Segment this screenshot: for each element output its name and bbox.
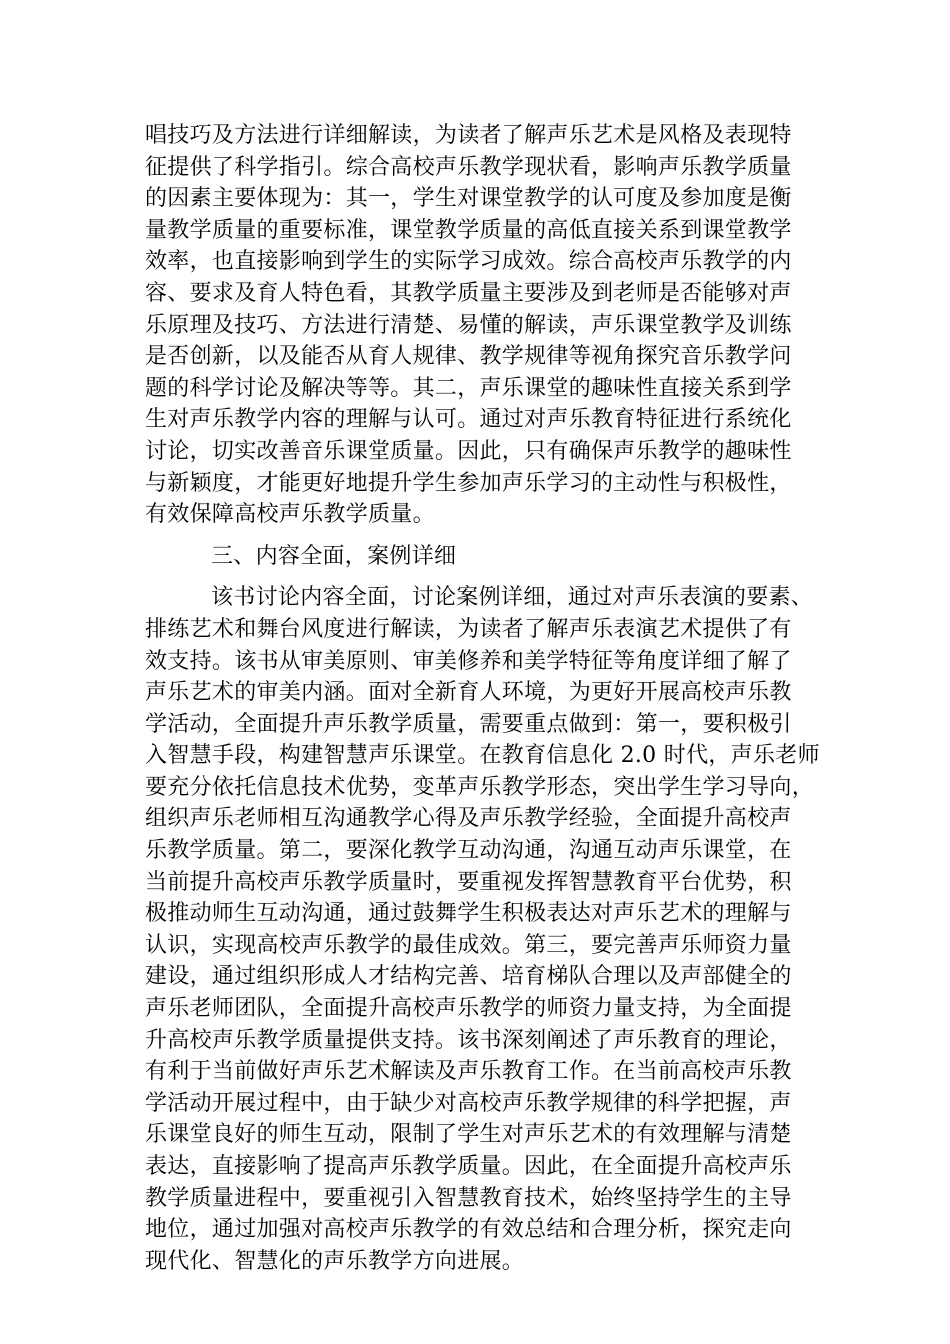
- text-line: 地位，通过加强对高校声乐教学的有效总结和合理分析，探究走向: [145, 1217, 792, 1243]
- document-body: [145, 120, 825, 1277]
- text-line: 当前提升高校声乐教学质量时，要重视发挥智慧教育平台优势，积: [145, 869, 792, 895]
- section-heading-text: 三、内容全面，案例详细: [211, 543, 457, 569]
- text-line: 题的科学讨论及解决等等。其二，声乐课堂的趣味性直接关系到学: [145, 375, 792, 401]
- text-line: 入智慧手段，构建智慧声乐课堂。在教育信息化 2.0 时代，声乐老师: [145, 743, 820, 769]
- text-line: 组织声乐老师相互沟通教学心得及声乐教学经验，全面提升高校声: [145, 806, 792, 832]
- paragraph-spacer: [145, 531, 825, 541]
- text-line: 教学质量进程中，要重视引入智慧教育技术，始终坚持学生的主导: [145, 1185, 792, 1211]
- text-line: 乐教学质量。第二，要深化教学互动沟通，沟通互动声乐课堂，在: [145, 838, 792, 864]
- text-line: 表达，直接影响了提高声乐教学质量。因此，在全面提升高校声乐: [145, 1154, 792, 1179]
- text-line: 容、要求及育人特色看，其教学质量主要涉及到老师是否能够对声: [145, 280, 792, 306]
- text-line: 声乐艺术的审美内涵。面对全新育人环境，为更好开展高校声乐教: [145, 680, 792, 706]
- paragraph-2: [145, 582, 825, 1277]
- text-line: 认识，实现高校声乐教学的最佳成效。第三，要完善声乐师资力量: [145, 932, 792, 958]
- text-line: 有利于当前做好声乐艺术解读及声乐教育工作。在当前高校声乐教: [145, 1059, 792, 1085]
- text-line: 量教学质量的重要标准，课堂教学质量的高低直接关系到课堂教学: [145, 217, 792, 243]
- text-line: 声乐老师团队，全面提升高校声乐教学的师资力量支持，为全面提: [145, 996, 792, 1022]
- text-line: 是否创新，以及能否从育人规律、教学规律等视角探究音乐教学问: [145, 344, 792, 370]
- section-heading: [145, 541, 825, 573]
- text-line: 征提供了科学指引。综合高校声乐教学现状看，影响声乐教学质量: [145, 154, 792, 180]
- text-line: 的因素主要体现为：其一，学生对课堂教学的认可度及参加度是衡: [145, 186, 792, 212]
- text-line: 与新颖度，才能更好地提升学生参加声乐学习的主动性与积极性，: [145, 470, 792, 496]
- text-line: 现代化、智慧化的声乐教学方向进展。: [145, 1248, 525, 1274]
- text-line: 效率，也直接影响到学生的实际学习成效。综合高校声乐教学的内: [145, 249, 792, 275]
- text-line: 生对声乐教学内容的理解与认可。通过对声乐教育特征进行系统化: [145, 407, 792, 433]
- text-line: 乐课堂良好的师生互动，限制了学生对声乐艺术的有效理解与清楚: [145, 1122, 792, 1148]
- text-line: 效支持。该书从审美原则、审美修养和美学特征等角度详细了解了: [145, 648, 792, 674]
- text-line: 建设，通过组织形成人才结构完善、培育梯队合理以及声部健全的: [145, 964, 792, 990]
- text-line: 极推动师生互动沟通，通过鼓舞学生积极表达对声乐艺术的理解与: [145, 901, 792, 927]
- text-line: 要充分依托信息技术优势，变革声乐教学形态，突出学生学习导向，: [145, 774, 815, 800]
- text-line: 讨论，切实改善音乐课堂质量。因此，只有确保声乐教学的趣味性: [145, 438, 792, 464]
- text-line: 唱技巧及方法进行详细解读，为读者了解声乐艺术是风格及表现特: [145, 123, 792, 148]
- text-line: 排练艺术和舞台风度进行解读，为读者了解声乐表演艺术提供了有: [145, 616, 792, 642]
- text-line: 该书讨论内容全面，讨论案例详细，通过对声乐表演的要素、: [211, 585, 814, 611]
- text-line: 有效保障高校声乐教学质量。: [145, 502, 435, 528]
- text-line: 学活动，全面提升声乐教学质量，需要重点做到：第一，要积极引: [145, 711, 792, 737]
- text-line: 学活动开展过程中，由于缺少对高校声乐教学规律的科学把握，声: [145, 1090, 792, 1116]
- text-line: 升高校声乐教学质量提供支持。该书深刻阐述了声乐教育的理论，: [145, 1027, 792, 1053]
- text-line: 乐原理及技巧、方法进行清楚、易懂的解读，声乐课堂教学及训练: [145, 312, 792, 338]
- paragraph-1: [145, 120, 825, 531]
- paragraph-spacer: [145, 572, 825, 582]
